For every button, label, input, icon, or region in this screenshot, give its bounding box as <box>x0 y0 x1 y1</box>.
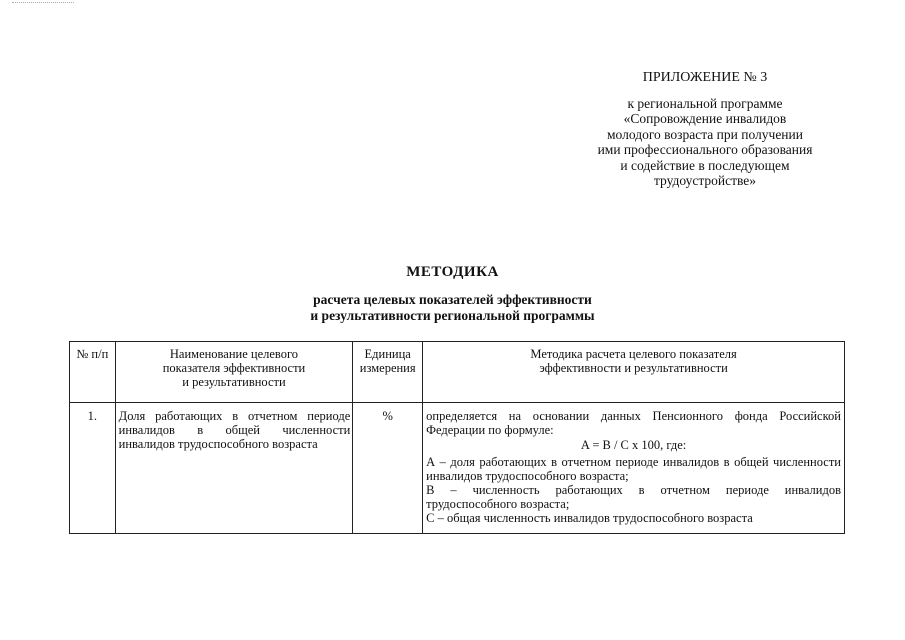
scan-artifact <box>12 2 74 5</box>
header-name <box>115 342 353 403</box>
header-num: № п/п <box>70 342 116 403</box>
header-method <box>423 342 845 403</box>
appendix-line: и содействие в последующем <box>620 157 790 173</box>
appendix-line: трудоустройстве» <box>653 173 757 188</box>
header-name-line: показателя эффективности <box>162 361 306 375</box>
header-method-line: эффективности и результативности <box>539 361 728 375</box>
method-intro: определяется на основании данных Пенсионного фонда Российской Федерации по формуле: <box>426 409 841 437</box>
methodology-subtitle-line: расчета целевых показателей эффективности <box>313 292 592 307</box>
row-method <box>423 403 845 534</box>
methodology-subtitle <box>0 292 905 323</box>
table-header-row <box>70 342 845 403</box>
indicators-table <box>69 341 845 534</box>
row-unit: % <box>353 403 423 534</box>
header-unit-line: Единица <box>364 347 411 361</box>
header-method-line: Методика расчета целевого показателя <box>530 347 737 361</box>
appendix-line: ими профессионального образования <box>597 142 813 157</box>
methodology-title: МЕТОДИКА <box>406 264 499 280</box>
header-unit <box>353 342 423 403</box>
header-name-line: Наименование целевого <box>169 347 299 361</box>
appendix-title: ПРИЛОЖЕНИЕ № 3 <box>642 70 768 85</box>
method-formula: A = B / C x 100, где: <box>580 438 687 452</box>
method-def-b: В – численность работающих в отчетном периоде инвалидов трудоспособного возраста; <box>426 483 841 511</box>
header-unit-line: измерения <box>359 361 416 375</box>
appendix-block <box>560 70 850 189</box>
row-indicator-name: Доля работающих в отчетном периоде инвалидов в общей численности инвалидов трудоспособного возраста <box>115 403 353 534</box>
appendix-line: молодого возраста при получении <box>606 126 803 142</box>
methodology-subtitle-line: и результативности региональной программы <box>310 307 595 323</box>
header-name-line: и результативности <box>182 375 286 389</box>
method-def-c: С – общая численность инвалидов трудоспособного возраста <box>426 511 753 525</box>
appendix-line: «Сопровождение инвалидов <box>623 111 787 126</box>
appendix-line: к региональной программе <box>627 95 783 111</box>
table-row <box>70 403 845 534</box>
row-num: 1. <box>70 403 116 534</box>
method-def-a: А – доля работающих в отчетном периоде инвалидов в общей численности инвалидов трудоспособного возраста; <box>426 455 841 483</box>
